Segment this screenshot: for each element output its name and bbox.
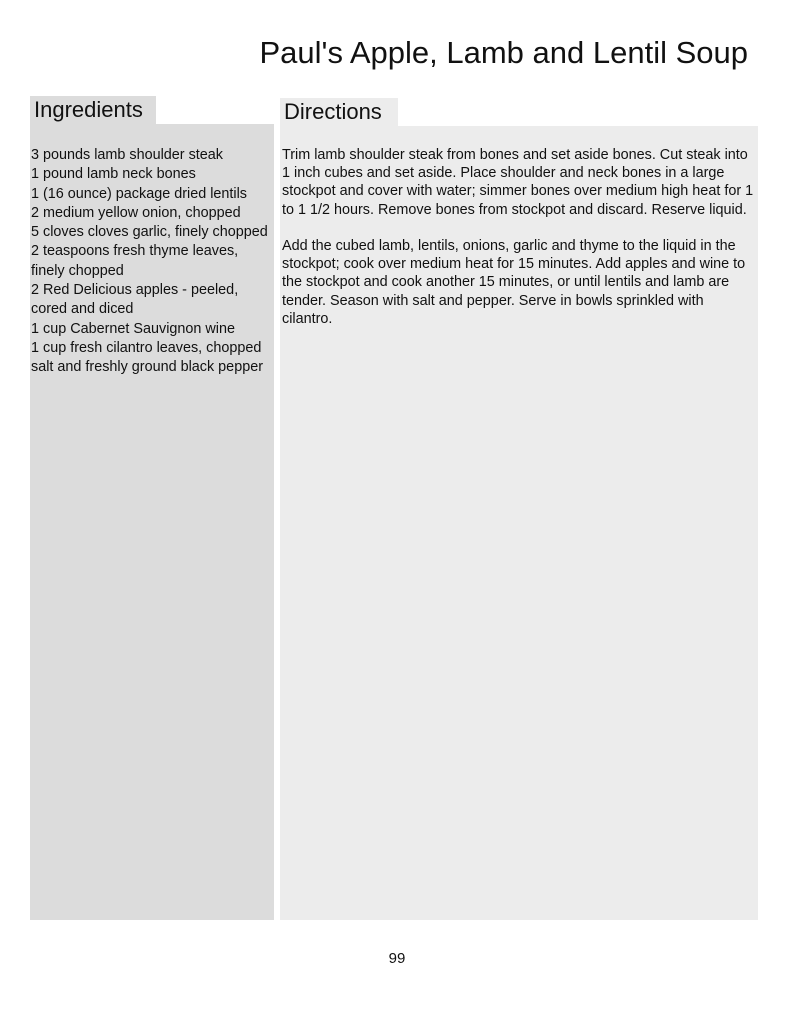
directions-text	[282, 146, 756, 346]
direction-paragraph: Trim lamb shoulder steak from bones and set aside bones. Cut steak into 1 inch cubes and set aside. Place shoulder and neck bones in a large stockpot and cover with water; simmer bones over medium high heat for 1 to 1 1/2 hours. Remove bones from stockpot and discard. Reserve liquid.	[282, 147, 754, 218]
ingredients-heading: Ingredients	[30, 96, 156, 124]
directions-heading: Directions	[280, 98, 398, 126]
ingredient-item: 1 cup Cabernet Sauvignon wine	[31, 320, 236, 337]
recipe-title: Paul's Apple, Lamb and Lentil Soup	[259, 35, 748, 70]
page-number: 99	[388, 950, 406, 967]
ingredients-list	[31, 146, 271, 378]
ingredient-item: 5 cloves cloves garlic, finely chopped	[31, 224, 268, 241]
ingredient-item: 1 cup fresh cilantro leaves, chopped	[31, 339, 262, 356]
direction-paragraph: Add the cubed lamb, lentils, onions, garlic and thyme to the liquid in the stockpot; cook over medium heat for 15 minutes. Add apples and wine to the stockpot and cook another 15 minutes, or until lentils and lamb are tender. Season with salt and pepper. Serve in bowls sprinkled with cilantro.	[282, 238, 746, 327]
ingredient-item: 2 teaspoons fresh thyme leaves, finely chopped	[31, 243, 239, 279]
ingredient-item: salt and freshly ground black pepper	[31, 359, 263, 376]
ingredient-item: 2 medium yellow onion, chopped	[31, 204, 241, 221]
ingredient-item: 1 (16 ounce) package dried lentils	[31, 185, 247, 202]
ingredient-item: 1 pound lamb neck bones	[31, 166, 196, 183]
ingredient-item: 3 pounds lamb shoulder steak	[31, 147, 223, 163]
ingredient-item: 2 Red Delicious apples - peeled, cored and diced	[31, 282, 239, 318]
